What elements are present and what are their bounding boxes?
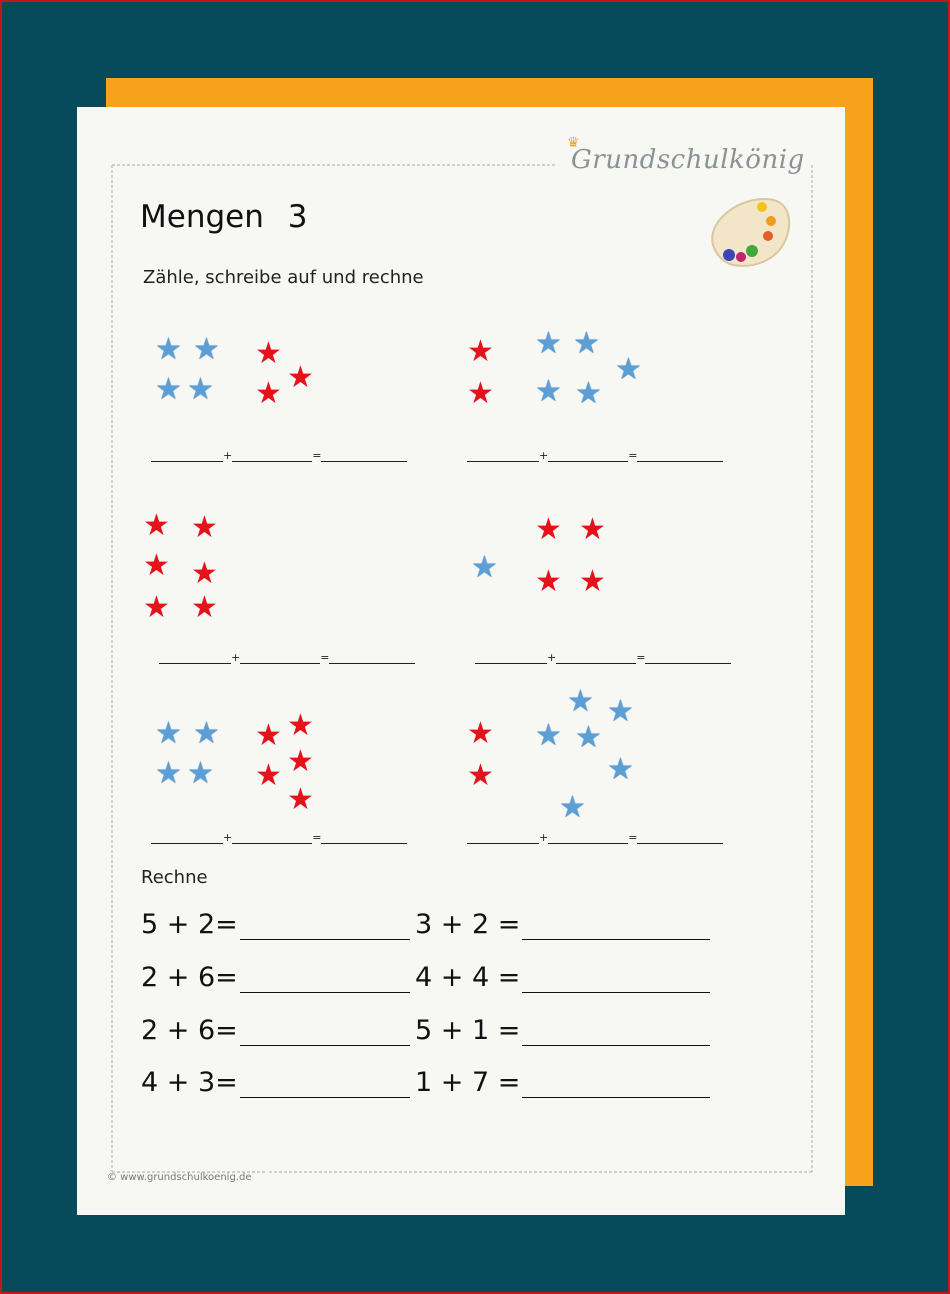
equation-line-4 bbox=[475, 651, 731, 664]
red-star-icon: ★ bbox=[467, 334, 494, 369]
answer-blank[interactable] bbox=[467, 833, 539, 844]
red-star-icon: ★ bbox=[467, 716, 494, 751]
answer-blank[interactable] bbox=[240, 970, 410, 993]
calc-row-left-2 bbox=[141, 962, 410, 993]
calc-row-left-4 bbox=[141, 1067, 410, 1098]
calc-row-right-3 bbox=[415, 1015, 710, 1046]
answer-blank[interactable] bbox=[522, 1023, 710, 1046]
red-star-icon: ★ bbox=[535, 512, 562, 547]
answer-blank[interactable] bbox=[522, 1075, 710, 1098]
red-star-icon: ★ bbox=[579, 512, 606, 547]
calc-expression: 2 + 6= bbox=[141, 962, 238, 993]
blue-star-icon: ★ bbox=[559, 790, 586, 825]
answer-blank[interactable] bbox=[240, 1075, 410, 1098]
equation-line-3 bbox=[159, 651, 415, 664]
calc-row-right-2 bbox=[415, 962, 710, 993]
answer-blank[interactable] bbox=[637, 451, 723, 462]
answer-blank[interactable] bbox=[548, 451, 628, 462]
blue-star-icon: ★ bbox=[607, 694, 634, 729]
calc-row-left-1 bbox=[141, 909, 410, 940]
calc-expression: 5 + 2= bbox=[141, 909, 238, 940]
plus-sign: + bbox=[223, 831, 233, 844]
red-star-icon: ★ bbox=[255, 376, 282, 411]
red-star-icon: ★ bbox=[287, 708, 314, 743]
blue-star-icon: ★ bbox=[187, 756, 214, 791]
red-star-icon: ★ bbox=[287, 360, 314, 395]
blue-star-icon: ★ bbox=[155, 716, 182, 751]
plus-sign: + bbox=[547, 651, 557, 664]
plus-sign: + bbox=[539, 449, 549, 462]
plus-sign: + bbox=[231, 651, 241, 664]
equation-line-6 bbox=[467, 831, 723, 844]
crown-icon: ♛ bbox=[567, 135, 580, 151]
plus-sign: + bbox=[539, 831, 549, 844]
equals-sign: = bbox=[320, 651, 330, 664]
answer-blank[interactable] bbox=[329, 653, 415, 664]
equals-sign: = bbox=[312, 831, 322, 844]
calc-expression: 4 + 4 = bbox=[415, 962, 521, 993]
red-star-icon: ★ bbox=[191, 510, 218, 545]
answer-blank[interactable] bbox=[522, 970, 710, 993]
blue-star-icon: ★ bbox=[615, 352, 642, 387]
calc-section-label: Rechne bbox=[141, 867, 208, 888]
blue-star-icon: ★ bbox=[575, 720, 602, 755]
red-star-icon: ★ bbox=[143, 548, 170, 583]
blue-star-icon: ★ bbox=[535, 374, 562, 409]
answer-blank[interactable] bbox=[321, 833, 407, 844]
blue-star-icon: ★ bbox=[193, 332, 220, 367]
answer-blank[interactable] bbox=[475, 653, 547, 664]
worksheet-instruction: Zähle, schreibe auf und rechne bbox=[143, 267, 424, 288]
answer-blank[interactable] bbox=[232, 451, 312, 462]
calc-expression: 2 + 6= bbox=[141, 1015, 238, 1046]
worksheet-title: Mengen 3 bbox=[140, 199, 308, 235]
equals-sign: = bbox=[628, 831, 638, 844]
equals-sign: = bbox=[636, 651, 646, 664]
blue-star-icon: ★ bbox=[535, 718, 562, 753]
blue-star-icon: ★ bbox=[573, 326, 600, 361]
red-star-icon: ★ bbox=[255, 336, 282, 371]
answer-blank[interactable] bbox=[240, 1023, 410, 1046]
blue-star-icon: ★ bbox=[155, 372, 182, 407]
calc-row-left-3 bbox=[141, 1015, 410, 1046]
answer-blank[interactable] bbox=[556, 653, 636, 664]
blue-star-icon: ★ bbox=[471, 550, 498, 585]
answer-blank[interactable] bbox=[645, 653, 731, 664]
blue-star-icon: ★ bbox=[607, 752, 634, 787]
plus-sign: + bbox=[223, 449, 233, 462]
red-star-icon: ★ bbox=[255, 718, 282, 753]
worksheet-page bbox=[77, 107, 845, 1215]
red-star-icon: ★ bbox=[535, 564, 562, 599]
calc-expression: 5 + 1 = bbox=[415, 1015, 521, 1046]
calc-expression: 3 + 2 = bbox=[415, 909, 521, 940]
red-star-icon: ★ bbox=[191, 556, 218, 591]
blue-star-icon: ★ bbox=[567, 684, 594, 719]
equation-line-5 bbox=[151, 831, 407, 844]
answer-blank[interactable] bbox=[240, 917, 410, 940]
answer-blank[interactable] bbox=[467, 451, 539, 462]
red-star-icon: ★ bbox=[287, 782, 314, 817]
red-star-icon: ★ bbox=[191, 590, 218, 625]
equation-line-2 bbox=[467, 449, 723, 462]
calc-expression: 4 + 3= bbox=[141, 1067, 238, 1098]
blue-star-icon: ★ bbox=[155, 332, 182, 367]
calc-row-right-4 bbox=[415, 1067, 710, 1098]
answer-blank[interactable] bbox=[159, 653, 231, 664]
red-star-icon: ★ bbox=[255, 758, 282, 793]
paint-palette-icon bbox=[705, 193, 795, 273]
answer-blank[interactable] bbox=[151, 451, 223, 462]
calc-row-right-1 bbox=[415, 909, 710, 940]
red-star-icon: ★ bbox=[143, 508, 170, 543]
answer-blank[interactable] bbox=[240, 653, 320, 664]
answer-blank[interactable] bbox=[151, 833, 223, 844]
red-star-icon: ★ bbox=[467, 376, 494, 411]
answer-blank[interactable] bbox=[548, 833, 628, 844]
answer-blank[interactable] bbox=[637, 833, 723, 844]
equals-sign: = bbox=[628, 449, 638, 462]
red-star-icon: ★ bbox=[579, 564, 606, 599]
footer-copyright: © www.grundschulkoenig.de bbox=[107, 1172, 252, 1183]
equals-sign: = bbox=[312, 449, 322, 462]
calc-expression: 1 + 7 = bbox=[415, 1067, 521, 1098]
red-star-icon: ★ bbox=[287, 744, 314, 779]
blue-star-icon: ★ bbox=[187, 372, 214, 407]
brand-logo: Grundschulkönig bbox=[571, 145, 805, 175]
blue-star-icon: ★ bbox=[193, 716, 220, 751]
red-star-icon: ★ bbox=[467, 758, 494, 793]
answer-blank[interactable] bbox=[321, 451, 407, 462]
red-star-icon: ★ bbox=[143, 590, 170, 625]
answer-blank[interactable] bbox=[522, 917, 710, 940]
answer-blank[interactable] bbox=[232, 833, 312, 844]
blue-star-icon: ★ bbox=[155, 756, 182, 791]
blue-star-icon: ★ bbox=[535, 326, 562, 361]
blue-star-icon: ★ bbox=[575, 376, 602, 411]
equation-line-1 bbox=[151, 449, 407, 462]
